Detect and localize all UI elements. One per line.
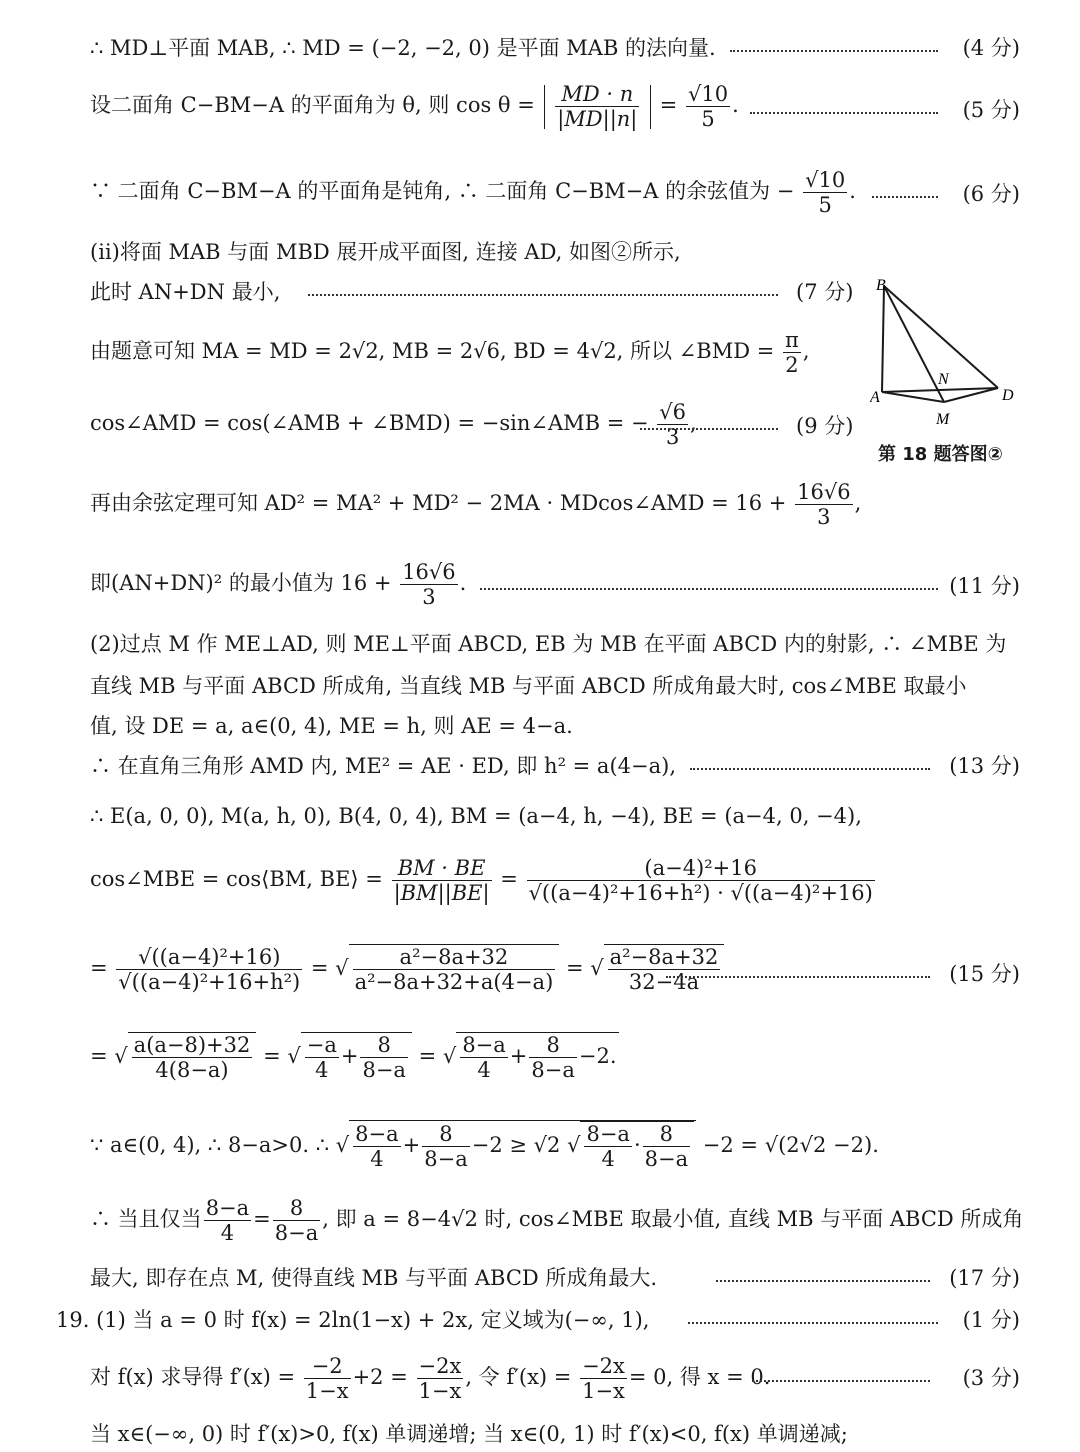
figure-caption: 第 18 题答图② <box>878 444 1003 465</box>
score-label: (4 分) <box>962 36 1020 60</box>
leader-dots <box>872 196 938 198</box>
text: 由题意可知 MA = MD = 2√2, MB = 2√6, BD = 4√2, 所以 ∠BMD = <box>90 339 775 364</box>
radical: $\frac{8-a}{4}$ + $\frac{8}{8-a}$ −2 ≥ √2 √ $\frac{8-a}{4}$ · $\frac{8}{8-a}$ <box>349 1120 696 1171</box>
solution-line-10: (2)过点 M 作 ME⊥AD, 则 ME⊥平面 ABCD, EB 为 MB 在平面 ABCD 内的射影, ∴ ∠MBE 为 <box>90 632 1007 656</box>
denominator: a²−8a+32+a(4−a) <box>354 970 554 995</box>
text: , 令 f′(x) = <box>465 1365 572 1390</box>
text: = <box>90 1044 108 1069</box>
numerator: a²−8a+32 <box>609 945 719 969</box>
numerator: 8 <box>439 1122 453 1146</box>
label-a: A <box>870 389 880 406</box>
plus: + <box>340 1044 359 1069</box>
numerator: √10 <box>688 82 729 106</box>
text: cos∠MBE = cos⟨BM, BE⟩ = <box>90 867 383 892</box>
score-label: (11 分) <box>949 574 1020 598</box>
denominator: 5 <box>803 192 847 217</box>
solution-line-14: ∴ E(a, 0, 0), M(a, h, 0), B(4, 0, 4), BM = (a−4, h, −4), BE = (a−4, 0, −4), <box>90 804 862 828</box>
solution-line-6: 由题意可知 MA = MD = 2√2, MB = 2√6, BD = 4√2, 所以 ∠BMD = $\frac{\pi}{2}$ , <box>90 328 810 378</box>
fraction <box>204 1196 251 1245</box>
numerator: 8−a <box>462 1033 506 1057</box>
solution-line-4: (ⅱ)将面 MAB 与面 MBD 展开成平面图, 连接 AD, 如图②所示, <box>90 240 681 264</box>
fraction <box>608 945 721 994</box>
text: = <box>90 956 108 981</box>
fraction <box>657 400 688 449</box>
radical <box>301 1032 412 1082</box>
numerator: √10 <box>805 168 846 192</box>
label-b: B <box>876 277 886 294</box>
solution-line-21: 19. (1) 当 a = 0 时 f(x) = 2ln(1−x) + 2x, 定义域为(−∞, 1), <box>56 1308 650 1332</box>
numerator: 8−a <box>355 1122 399 1146</box>
solution-line-11: 直线 MB 与平面 ABCD 所成角, 当直线 MB 与平面 ABCD 所成角最大时, cos∠MBE 取最小 <box>90 674 967 698</box>
text: +2 = <box>352 1365 408 1390</box>
solution-line-19 <box>90 1196 1023 1245</box>
solution-line-20: 最大, 即存在点 M, 使得直线 MB 与平面 ABCD 所成角最大. <box>90 1266 658 1290</box>
fraction <box>529 1033 576 1082</box>
denominator: 4(8−a) <box>132 1057 253 1082</box>
leader-dots <box>690 768 930 770</box>
text: 即(AN+DN)² 的最小值为 16 + <box>90 571 392 596</box>
denominator: 1−x <box>582 1379 625 1404</box>
fraction <box>783 328 801 377</box>
denominator: 8−a <box>644 1147 689 1172</box>
fraction <box>360 1033 407 1082</box>
fraction <box>305 1033 339 1082</box>
score-label: (7 分) <box>796 280 854 304</box>
leader-dots <box>730 50 938 52</box>
fraction <box>795 480 852 529</box>
fraction <box>803 168 847 217</box>
numerator: π <box>785 328 799 352</box>
leader-dots <box>666 976 930 978</box>
fraction <box>527 856 875 905</box>
equals: = <box>659 93 678 118</box>
denominator: 5 <box>686 106 730 131</box>
leader-dots <box>640 428 778 430</box>
radical <box>349 944 560 994</box>
score-label: (9 分) <box>796 414 854 438</box>
equals: = <box>263 1044 281 1069</box>
numerator: −2x <box>582 1354 625 1378</box>
denominator: |BM||BE| <box>393 881 490 906</box>
numerator: a(a−8)+32 <box>133 1033 251 1057</box>
numerator: √((a−4)²+16) <box>138 945 281 969</box>
text: 再由余弦定理可知 AD² = MA² + MD² − 2MA · MDcos∠AMD = 16 + <box>90 491 787 516</box>
plus: + <box>509 1044 528 1069</box>
numerator: 8−a <box>205 1196 250 1220</box>
numerator: 8 <box>659 1122 674 1146</box>
text: ∵ a∈(0, 4), ∴ 8−a>0. ∴ <box>90 1133 330 1158</box>
plus: + <box>402 1133 421 1158</box>
denominator: 1−x <box>418 1379 462 1404</box>
fraction <box>417 1354 464 1403</box>
solution-line-13: ∴ 在直角三角形 AMD 内, ME² = AE · ED, 即 h² = a(4−a), <box>90 754 676 778</box>
leader-dots <box>480 588 938 590</box>
solution-line-5: 此时 AN+DN 最小, <box>90 280 281 304</box>
denominator: 8−a <box>531 1058 575 1083</box>
numerator: √6 <box>659 400 687 424</box>
equals: = <box>253 1207 271 1232</box>
text: 设二面角 C−BM−A 的平面角为 θ, 则 cos θ = <box>90 93 535 118</box>
leader-dots <box>750 112 938 114</box>
equals: = <box>565 956 584 981</box>
equals: = <box>500 867 518 892</box>
denominator: 4 <box>584 1146 631 1171</box>
leader-dots <box>688 1322 938 1324</box>
score-label: (1 分) <box>962 1308 1020 1332</box>
numerator: 8 <box>377 1033 391 1057</box>
fraction <box>580 1354 627 1403</box>
label-n: N <box>938 371 949 388</box>
fraction <box>132 1033 253 1082</box>
label-m: M <box>936 411 950 428</box>
score-label: (6 分) <box>962 182 1020 206</box>
solution-line-2: 设二面角 C−BM−A 的平面角为 θ, 则 cos θ = $\frac{MD \cdot n}{|MD||n|}$ = $\frac{√10}{5}$ . <box>90 82 739 132</box>
fraction <box>584 1122 631 1171</box>
denominator: 4 <box>204 1220 251 1245</box>
solution-line-22 <box>90 1354 770 1403</box>
numerator: 8 <box>289 1196 304 1220</box>
solution-line-1: ∴ MD⊥平面 MAB, ∴ MD = (−2, −2, 0) 是平面 MAB 的法向量. <box>90 36 716 60</box>
numerator: 16√6 <box>402 560 456 584</box>
numerator: 16√6 <box>797 480 851 504</box>
score-label: (13 分) <box>949 754 1020 778</box>
denominator: 8−a <box>424 1147 468 1172</box>
abs-bar <box>650 85 651 129</box>
solution-line-15 <box>90 856 877 905</box>
leader-dots <box>752 1380 930 1382</box>
denominator: 4 <box>460 1057 507 1082</box>
denominator: 3 <box>795 504 852 529</box>
numerator: MD · n <box>561 82 634 106</box>
denominator: 8−a <box>362 1058 406 1083</box>
denominator: 3 <box>400 584 457 609</box>
fraction <box>460 1033 507 1082</box>
denominator: 4 <box>305 1057 339 1082</box>
radical <box>580 1121 694 1171</box>
score-label: (15 分) <box>949 962 1020 986</box>
denominator: 32−4a <box>608 969 721 994</box>
text: , 即 a = 8−4√2 时, cos∠MBE 取最小值, 直线 MB 与平面 ABCD 所成角 <box>322 1207 1024 1232</box>
solution-line-17: = √ $\frac{a(a-8)+32}{4(8-a)}$ = √ $\frac{-a}{4}$ + $\frac{8}{8-a}$ = √ $\frac{8-a}{4}$ + $\frac{8}{8-a}$ −2. <box>90 1033 617 1083</box>
solution-line-18: ∵ a∈(0, 4), ∴ 8−a>0. ∴ √ $\frac{8-a}{4}$ + $\frac{8}{8-a}$ −2 ≥ √2 √ $\frac{8-a}{4}$ · $\frac{8}{8-a}$ −2 = √(2√2 −2). <box>90 1122 879 1172</box>
fraction <box>392 856 492 905</box>
fraction <box>400 560 457 609</box>
denominator: |MD||n| <box>557 107 638 132</box>
dot: · <box>633 1133 641 1158</box>
equals: = <box>418 1044 437 1069</box>
denominator: 4 <box>353 1146 400 1171</box>
eq-tail: −2 = √(2√2 −2). <box>702 1133 879 1158</box>
text: cos∠AMD = cos(∠AMB + ∠BMD) = −sin∠AMB = − <box>90 411 649 436</box>
solution-line-16: = $\frac{\text{√((a−4)²+16)}}{\text{√((a−4)²+16+h²)}}$ = √ $\frac{\text{a²−8a+32}}{\text{a²−8a+32+a(4−a)}}$ = √ $\frac{\text{a²−8a+32}}{32-4a}$ <box>90 944 724 994</box>
numerator: a²−8a+32 <box>399 945 509 969</box>
numerator: 8 <box>546 1033 560 1057</box>
fraction <box>304 1354 351 1403</box>
minus-two: −2. <box>578 1044 617 1069</box>
label-d: D <box>1002 387 1014 404</box>
score-label: (3 分) <box>962 1366 1020 1390</box>
numerator: BM · BE <box>397 856 486 880</box>
text: = 0, 得 x = 0. <box>628 1365 771 1390</box>
fraction <box>422 1122 469 1171</box>
text: ∵ 二面角 C−BM−A 的平面角是钝角, ∴ 二面角 C−BM−A 的余弦值为 − <box>90 179 795 204</box>
leader-dots <box>716 1280 930 1282</box>
solution-line-12: 值, 设 DE = a, a∈(0, 4), ME = h, 则 AE = 4−a. <box>90 714 573 738</box>
numerator: −2x <box>418 1354 462 1378</box>
text: ∴ 当且仅当 <box>90 1207 202 1232</box>
solution-line-8: 再由余弦定理可知 AD² = MA² + MD² − 2MA · MDcos∠AMD = 16 + $\frac{16√6}{3}$ , <box>90 480 862 530</box>
denominator: 2 <box>783 352 801 377</box>
leader-dots <box>308 294 778 296</box>
solution-line-7: cos∠AMD = cos(∠AMB + ∠BMD) = −sin∠AMB = − $\frac{√6}{3}$ , <box>90 400 697 450</box>
denominator: 8−a <box>274 1221 319 1246</box>
fraction <box>353 945 556 994</box>
fraction <box>116 945 302 994</box>
fraction <box>555 82 639 131</box>
denominator: 3 <box>657 424 688 449</box>
radical <box>456 1032 618 1082</box>
fraction <box>686 82 730 131</box>
radical <box>604 944 725 994</box>
denominator: 1−x <box>305 1379 349 1404</box>
abs-bar <box>544 85 545 129</box>
text: 对 f(x) 求导得 f′(x) = <box>90 1365 296 1390</box>
solution-line-9: 即(AN+DN)² 的最小值为 16 + $\frac{16√6}{3}$ . <box>90 560 467 610</box>
numerator: (a−4)²+16 <box>644 856 757 880</box>
solution-line-23: 当 x∈(−∞, 0) 时 f′(x)>0, f(x) 单调递增; 当 x∈(0, 1) 时 f′(x)<0, f(x) 单调递减; <box>90 1422 848 1446</box>
denominator: √((a−4)²+16+h²) <box>118 970 301 995</box>
equals: = <box>310 956 329 981</box>
numerator: 8−a <box>586 1122 630 1146</box>
solution-line-3: ∵ 二面角 C−BM−A 的平面角是钝角, ∴ 二面角 C−BM−A 的余弦值为 − $\frac{√10}{5}$ . <box>90 168 856 218</box>
radical <box>128 1032 257 1082</box>
score-label: (5 分) <box>962 98 1020 122</box>
numerator: −a <box>306 1033 337 1057</box>
numerator: −2 <box>311 1354 343 1378</box>
fraction <box>273 1196 320 1245</box>
ineq-tail: −2 ≥ √2 <box>471 1133 561 1158</box>
fraction <box>353 1122 400 1171</box>
score-label: (17 分) <box>949 1266 1020 1290</box>
denominator: √((a−4)²+16+h²) · √((a−4)²+16) <box>528 881 873 906</box>
fraction <box>643 1122 690 1171</box>
